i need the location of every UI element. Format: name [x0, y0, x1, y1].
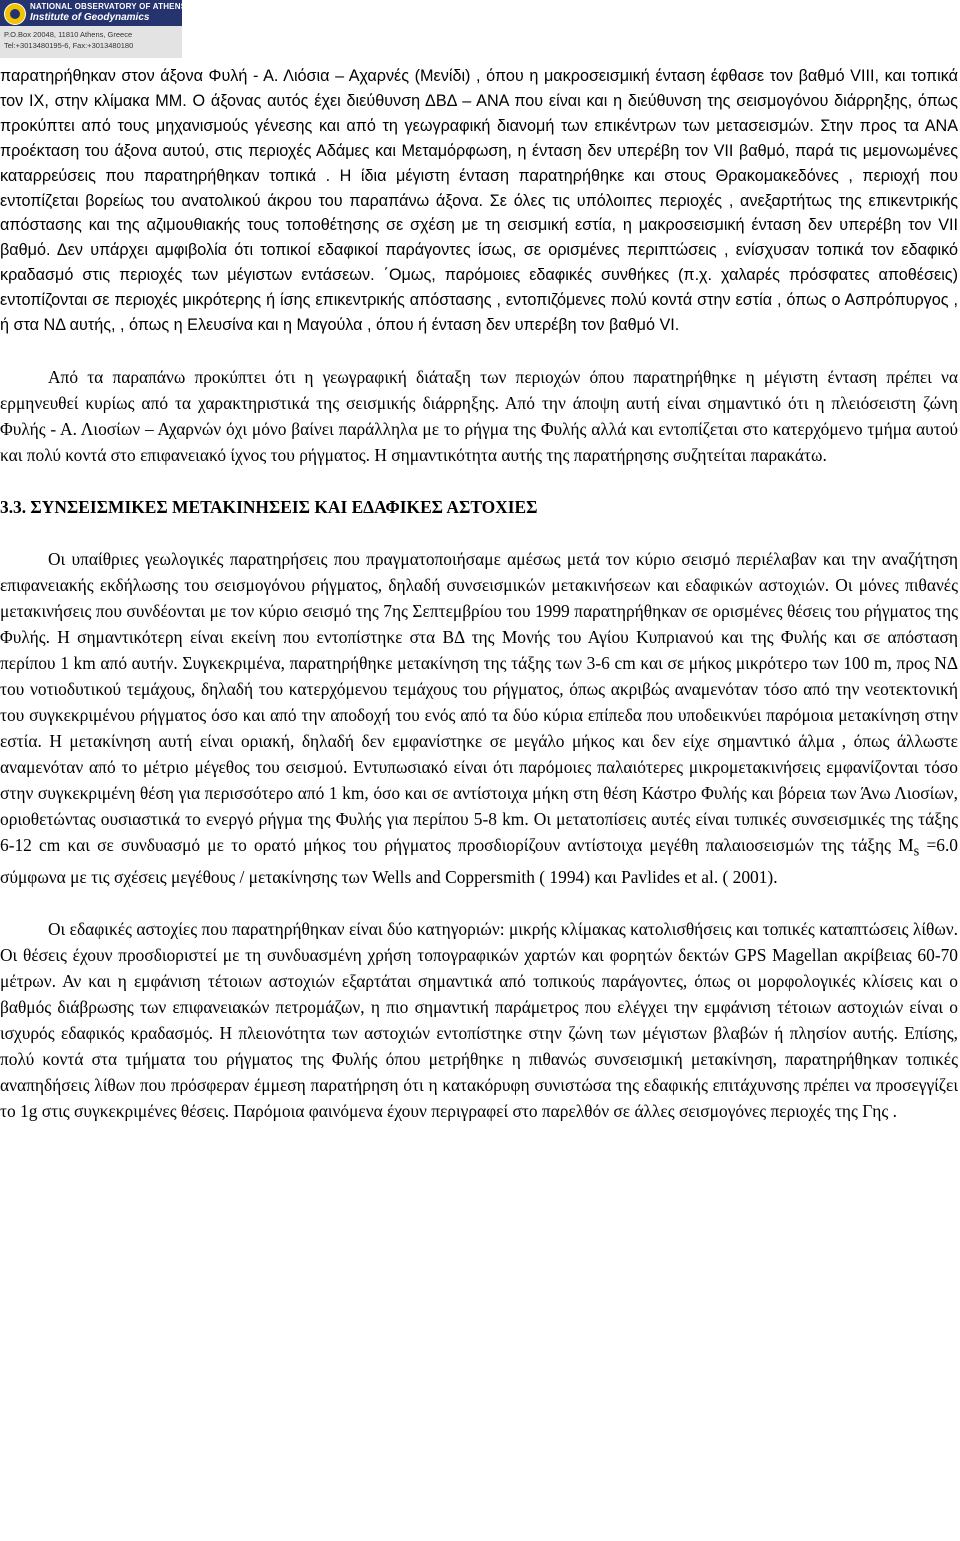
- displacements-text: Οι υπαίθριες γεωλογικές παρατηρήσεις που πραγματοποιήσαμε αμέσως μετά τον κύριο σεισμό περιέλαβαν και την αναζήτηση επιφανειακής εκδήλωσης του σεισμογόνου ρήγματος, δηλαδή συνσεισμικών μετακινήσεων και εδαφικών αστοχιών. Οι μόνες πιθανές μετακινήσεις που συνδέονται με τον κύριο σεισμό της 7ης Σεπτεμβρίου του 1999 παρατηρήθηκαν σε ορισμένες θέσεις του ρήγματος της Φυλής. Η σημαντικότερη είναι εκείνη που εντοπίστηκε στα ΒΔ της Μονής του Αγίου Κυπριανού και της Φυλής και σε απόσταση περίπου 1 km από αυτήν. Συγκεκριμένα, παρατηρήθηκε μετακίνηση της τάξης των 3-6 cm και σε μήκος μικρότερο των 100 m, προς ΝΔ του νοτιοδυτικού τεμάχους, δηλαδή του κατερχόμενου τεμάχους του ρήγματος, όπως ακριβώς αναμενόταν τόσο από την νεοτεκτονική του συγκεκριμένου ρήγματος όσο και από την αποδοχή του ενός από τα δύο κύρια επίπεδα που υποδεικνύει παρόμοια μετακίνηση στην εστία. Η μετακίνηση αυτή είναι οριακή, δηλαδή δεν εμφανίστηκε σε μεγάλο μήκος και δεν είχε σημαντικό άλμα , όπως άλλωστε αναμενόταν από το μέτριο μέγεθος του σεισμού. Εντυπωσιακό είναι ότι παρόμοιες παλαιότερες μικρομετακινήσεις εμφανίζονται τόσο στην συγκεκριμένη θέση για περισσότερο από 1 km, όσο και σε αντίστοιχα μήκη στη θέση Κάστρο Φυλής και βόρεια των Άνω Λιοσίων, οριοθετώντας ουσιαστικά το ενεργό ρήγμα της Φυλής για περίπου 5-8 km. Οι μετατοπίσεις αυτές είναι τυπικές συνσεισμικές της τάξης 6-12 cm και σε συνδυασμό με το ορατό μήκος του ρήγματος προσδιορίζουν αντίστοιχα μεγέθη παλαιοσεισμών της τάξης M: [0, 548, 958, 855]
- paragraph-ground-failures: Οι εδαφικές αστοχίες που παρατηρήθηκαν είναι δύο κατηγοριών: μικρής κλίμακας κατολισθήσεις και τοπικές καταπτώσεις λίθων. Οι θέσεις έχουν προσδιοριστεί με τη συνδυασμένη χρήση τοπογραφικών χαρτών και φορητών δεκτών GPS Magellan ακρίβειας 60-70 μέτρων. Αν και η εμφάνιση τέτοιων αστοχιών εξαρτάται σημαντικά από τοπικούς παράγοντες, όπως οι μορφολογικές κλίσεις και ο βαθμός διάβρωσης των επιφανειακών πετρομάζων, η πιο σημαντική παράμετρος που ελέγχει την εμφάνιση τέτοιων αστοχιών είναι ο ισχυρός εδαφικός κραδασμός. Η πλειονότητα των αστοχιών εντοπίστηκε στην ζώνη των μέγιστων βλαβών ή πλησίον αυτής. Επίσης, πολύ κοντά στα τμήματα του ρήγματος της Φυλής όπου μετρήθηκε η πιθανώς συνσεισμική μετακίνηση, παρατηρήθηκαν τοπικές αναπηδήσεις λίθων που πρόσφεραν έμμεση παρατήρηση ότι η κατακόρυφη συνιστώσα της εδαφικής επιτάχυνσης πρέπει να προσεγγίζει το 1g στις συγκεκριμένες θέσεις. Παρόμοια φαινόμενα έχουν περιγραφεί στο παρελθόν σε άλλες σεισμογόνες περιοχές της Γης .: [0, 919, 958, 1122]
- logo-phone: Tel:+3013480195-6, Fax:+3013480180: [4, 41, 134, 50]
- paragraph-geographic: Από τα παραπάνω προκύπτει ότι η γεωγραφική διάταξη των περιοχών όπου παρατηρήθηκε η μέγιστη ένταση πρέπει να ερμηνευθεί κυρίως από τα χαρακτηριστικά της σεισμικής διάρρηξης. Από την άποψη αυτή είναι σημαντικό ότι η πλειόσειστη ζώνη Φυλής - Α. Λιοσίων – Αχαρνών όχι μόνο βαίνει παράλληλα με το ρήγμα της Φυλής αλλά και εντοπίζεται στο κατερχόμενο τμήμα αυτού και πολύ κοντά στο επιφανειακό ίχνος του ρήγματος. Η σημαντικότητα αυτής της παρατήρησης συζητείται παρακάτω.: [0, 366, 958, 465]
- section-heading: 3.3. ΣΥΝΣΕΙΣΜΙΚΕΣ ΜΕΤΑΚΙΝΗΣΕΙΣ ΚΑΙ ΕΔΑΦΙΚΕΣ ΑΣΤΟΧΙΕΣ: [0, 496, 538, 517]
- logo-institute-name: Institute of Geodynamics: [30, 12, 150, 23]
- document-body: [0, 64, 958, 1124]
- logo-address: P.O.Box 20048, 11810 Athens, Greece: [4, 30, 133, 39]
- institute-logo: [0, 0, 187, 58]
- magnitude-subscript: s: [913, 843, 920, 860]
- logo-banner: [0, 0, 187, 26]
- paragraph-intensity: παρατηρήθηκαν στον άξονα Φυλή - Α. Λιόσια – Αχαρνές (Μενίδι) , όπου η μακροσεισμική ένταση έφθασε τον βαθμό VIII, και τοπικά τον IX, στην κλίμακα ΜΜ. Ο άξονας αυτός έχει διεύθυνση ΔΒΔ – ΑΝΑ που είναι και η διεύθυνση της σεισμογόνου διάρρηξης, όπως προκύπτει από τους μηχανισμούς γένεσης και από τη γεωγραφική διανομή των επικέντρων των μετασεισμών. Στην προς τα ΑΝΑ προέκταση του άξονα αυτού, στις περιοχές Αδάμες και Μεταμόρφωση, η ένταση δεν υπερέβη τον VII βαθμό, παρά τις μεμονωμένες καταρρεύσεις που παρατηρήθηκαν τοπικά . Η ίδια μέγιστη ένταση παρατηρήθηκε και στους Θρακομακεδόνες , περιοχή που εντοπίζεται βορείως του ανατολικού άκρου του παραπάνω άξονα. Σε όλες τις υπόλοιπες περιοχές , ανεξαρτήτως της επικεντρικής απόστασης και της αζιμουθιακής τους τοποθέτησης σε σχέση με τη σεισμική εστία, η μακροσεισμική ένταση δεν υπερέβη τον VII βαθμό. Δεν υπάρχει αμφιβολία ότι τοπικοί εδαφικοί παράγοντες ίσως, σε ορισμένες περιπτώσεις , ενίσχυσαν τοπικά τον εδαφικό κραδασμό στις περιοχές των μέγιστων εντάσεων. ΄Ομως, παρόμοιες εδαφικές συνθήκες (π.χ. χαλαρές πρόσφατες αποθέσεις) εντοπίζονται σε περιοχές μικρότερης ή ίσης επικεντρικής απόστασης , εντοπιζόμενες πολύ κοντά στην εστία , όπως ο Ασπρόπυργος , ή στα ΝΔ αυτής, , όπως η Ελευσίνα και η Μαγούλα , όπου ή ένταση δεν υπερέβη τον βαθμό VI.: [0, 67, 958, 335]
- logo-org-name: NATIONAL OBSERVATORY OF ATHENS: [30, 2, 187, 11]
- observatory-emblem-icon: [4, 3, 26, 25]
- paragraph-displacements: [0, 546, 958, 890]
- displacements-text-end: =6.0 σύμφωνα με τις σχέσεις μεγέθους / μετακίνησης των Wells and Coppersmith ( 1994) και Pavlides et al. ( 2001).: [0, 834, 958, 888]
